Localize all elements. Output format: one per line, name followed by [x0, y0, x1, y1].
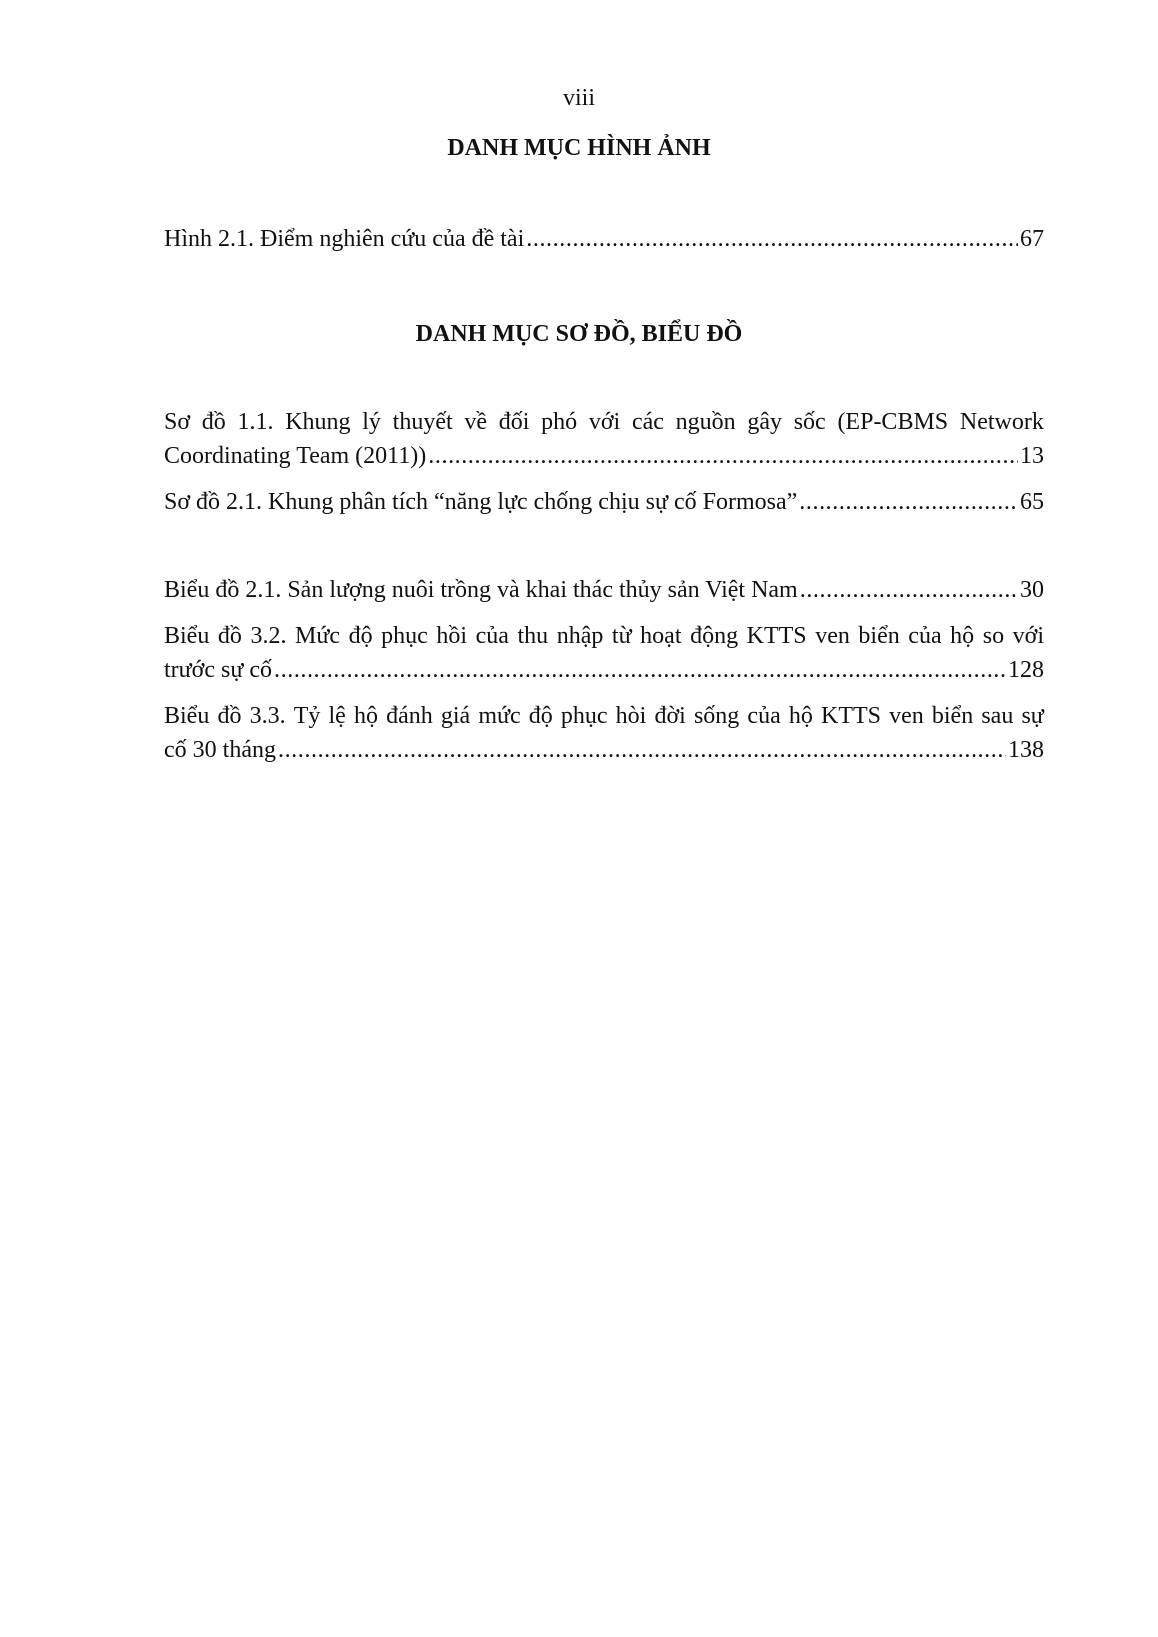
dot-leader	[274, 653, 1006, 687]
word: (EP-CBMS	[837, 409, 949, 435]
word: so	[982, 623, 1005, 649]
word: Tỷ	[293, 703, 321, 729]
toc-entry-line-2	[164, 733, 1044, 767]
word: lệ	[328, 703, 346, 729]
word: biển	[858, 623, 900, 649]
toc-entry-diagram-1-1[interactable]	[164, 405, 1044, 473]
word: 1.1.	[237, 409, 274, 435]
page-number: viii	[562, 85, 595, 111]
word: của	[747, 703, 781, 729]
word: Network	[959, 409, 1044, 435]
word: đời	[654, 703, 686, 729]
word: của	[475, 623, 509, 649]
word: KTTS	[820, 703, 881, 729]
word: Mức	[295, 623, 341, 649]
figures-heading: DANH MỤC HÌNH ẢNH	[447, 135, 711, 161]
word: sốc	[793, 409, 826, 435]
word: KTTS	[746, 623, 807, 649]
word: hòi	[615, 703, 647, 729]
word: 3.3.	[249, 703, 286, 729]
toc-entry-line-2	[164, 653, 1044, 687]
dot-leader	[428, 439, 1018, 473]
dot-leader	[278, 733, 1006, 767]
dot-leader	[800, 573, 1018, 607]
word: độ	[348, 623, 373, 649]
word: thuyết	[392, 409, 453, 435]
word: hộ	[353, 703, 378, 729]
word: đánh	[386, 703, 433, 729]
word: biển	[931, 703, 974, 729]
word: sau	[981, 703, 1014, 729]
dot-leader	[799, 485, 1018, 519]
toc-entry-page: 138	[1008, 737, 1044, 763]
word: đối	[498, 409, 530, 435]
word: giá	[440, 703, 471, 729]
word: gây	[747, 409, 782, 435]
word: sự	[1021, 703, 1044, 729]
word: hồi	[436, 623, 468, 649]
word: Sơ	[164, 409, 191, 435]
word: nguồn	[675, 409, 736, 435]
word: mức	[478, 703, 521, 729]
word: nhập	[556, 623, 604, 649]
charts-list	[164, 573, 1044, 767]
word: ven	[815, 623, 850, 649]
toc-entry-chart-3-3[interactable]	[164, 699, 1044, 767]
word: 3.2.	[250, 623, 287, 649]
word: hoạt	[640, 623, 682, 649]
word: đồ	[201, 409, 226, 435]
word: phục	[381, 623, 428, 649]
toc-entry-line-2	[164, 439, 1044, 473]
word: Biểu	[164, 703, 210, 729]
word: đồ	[217, 703, 242, 729]
toc-entry-line-1	[164, 699, 1044, 733]
figures-list	[164, 222, 1044, 256]
toc-entry-page: 13	[1020, 443, 1044, 469]
word: hộ	[950, 623, 975, 649]
toc-entry-text: Hình 2.1. Điểm nghiên cứu của đề tài	[164, 226, 525, 252]
toc-entry-text: Coordinating Team (2011))	[164, 443, 427, 469]
toc-entry-page: 67	[1020, 226, 1044, 252]
diagrams-list	[164, 405, 1044, 519]
toc-entry-page: 128	[1008, 657, 1044, 683]
word: động	[690, 623, 739, 649]
toc-entry-diagram-2-1[interactable]	[164, 485, 1044, 519]
word: phó	[541, 409, 578, 435]
word: về	[464, 409, 488, 435]
word: độ	[528, 703, 553, 729]
toc-entry-line-1	[164, 619, 1044, 653]
diagrams-heading: DANH MỤC SƠ ĐỒ, BIỂU ĐỒ	[415, 321, 743, 347]
word: từ	[611, 623, 632, 649]
toc-entry-page: 30	[1020, 577, 1044, 603]
toc-entry-figure-2-1[interactable]	[164, 222, 1044, 256]
word: sống	[693, 703, 740, 729]
word: Khung	[285, 409, 351, 435]
word: thu	[517, 623, 549, 649]
word: của	[908, 623, 942, 649]
word: Biểu	[164, 623, 210, 649]
toc-entry-text: Sơ đồ 2.1. Khung phân tích “năng lực chống chịu sự cố Formosa”	[164, 489, 798, 515]
word: với	[1012, 623, 1044, 649]
toc-entry-chart-3-2[interactable]	[164, 619, 1044, 687]
word: với	[588, 409, 621, 435]
toc-entry-line-1	[164, 405, 1044, 439]
word: đồ	[217, 623, 242, 649]
word: ven	[889, 703, 924, 729]
toc-entry-text: Biểu đồ 2.1. Sản lượng nuôi trồng và khai thác thủy sản Việt Nam	[164, 577, 798, 603]
toc-entry-text: trước sự cố	[164, 657, 273, 683]
word: các	[631, 409, 664, 435]
dot-leader	[526, 222, 1018, 256]
toc-entry-text: cố 30 tháng	[164, 737, 276, 763]
word: lý	[362, 409, 381, 435]
toc-entry-page: 65	[1020, 489, 1044, 515]
toc-entry-chart-2-1[interactable]	[164, 573, 1044, 607]
word: phục	[560, 703, 608, 729]
word: hộ	[788, 703, 813, 729]
